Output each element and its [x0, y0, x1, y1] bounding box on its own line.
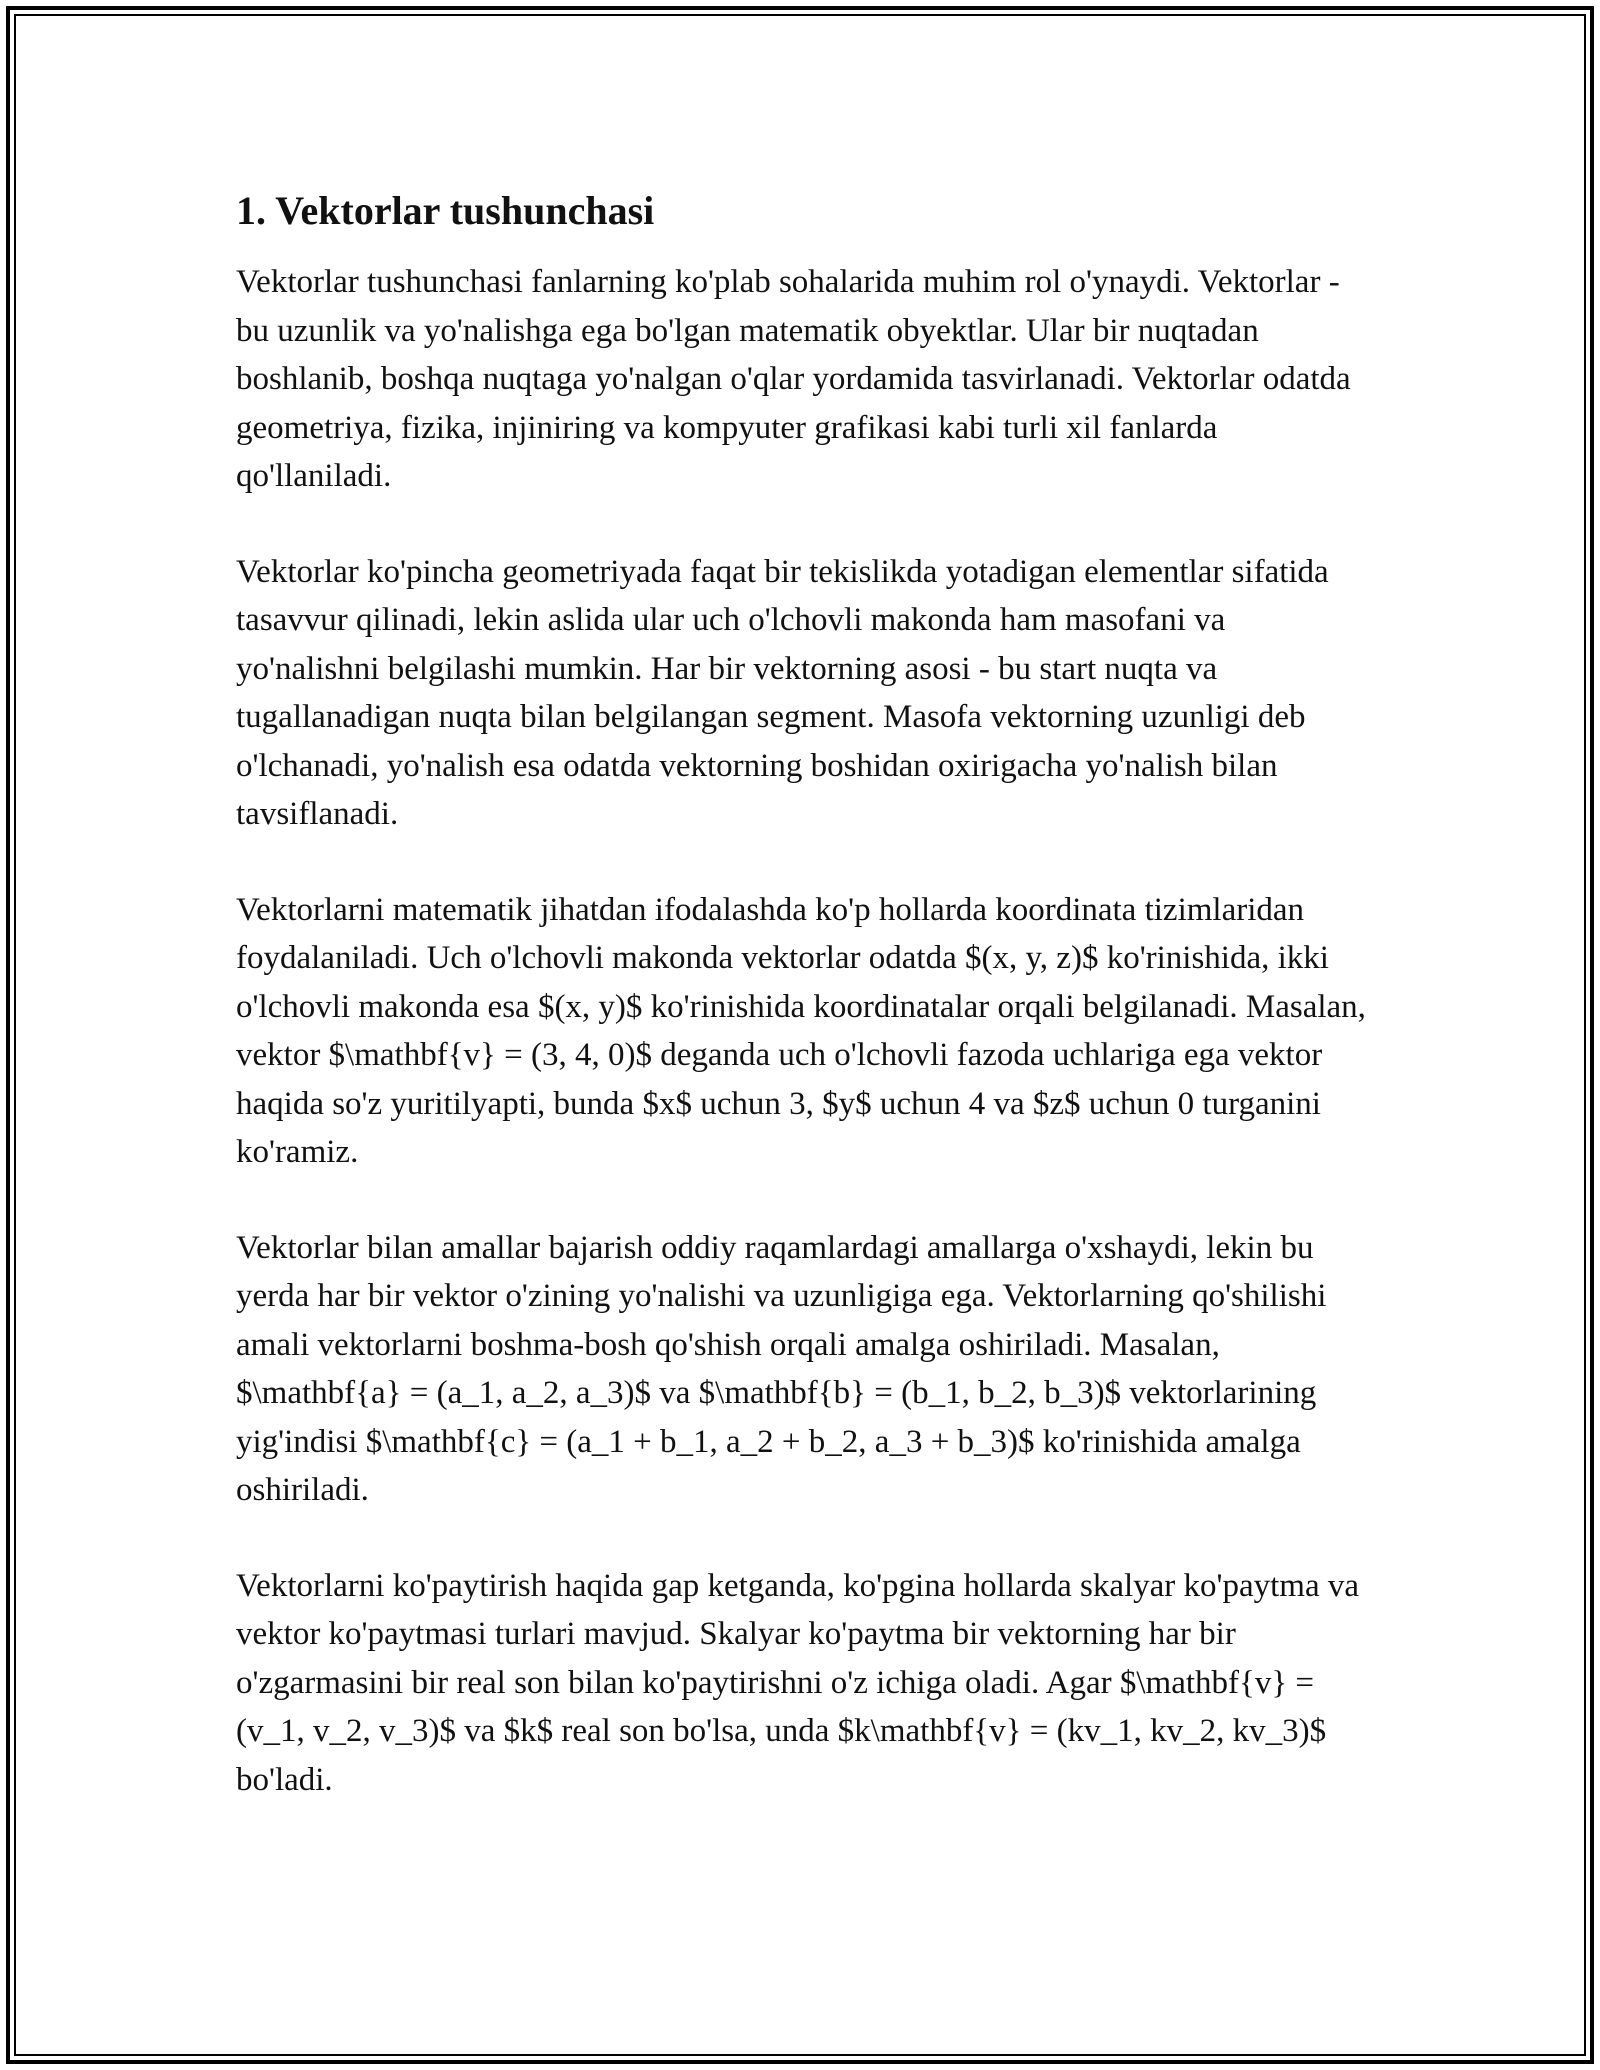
paragraph-geometry: Vektorlar ko'pincha geometriyada faqat bir tekislikda yotadigan elementlar sifatida tasavvur qilinadi, lekin aslida ular uch o'lchovli makonda ham masofani va yo'nalishni belgilashi mumkin. Har bir vektorning asosi - bu start nuqta va tugallanadigan nuqta bilan belgilangan segment. Masofa vektorning uzunligi deb o'lchanadi, yo'nalish esa odatda vektorning boshidan oxirigacha yo'nalish bilan tavsiflanadi.: [236, 553, 1329, 832]
paragraph-addition: Vektorlar bilan amallar bajarish oddiy raqamlardagi amallarga o'xshaydi, lekin bu yerda har bir vektor o'zining yo'nalishi va uzunligiga ega. Vektorlarning qo'shilishi amali vektorlarni boshma-bosh qo'shish orqali amalga oshiriladi. Masalan, $\mathbf{a} = (a_1, a_2, a_3)$ va $\mathbf{b} = (b_1, b_2, b_3)$ vektorlarining yig'indisi $\mathbf{c} = (a_1 + b_1, a_2 + b_2, a_3 + b_3)$ ko'rinishida amalga oshiriladi.: [236, 1229, 1327, 1508]
paragraph-multiplication: Vektorlarni ko'paytirish haqida gap ketganda, ko'pgina hollarda skalyar ko'paytma va vektor ko'paytmasi turlari mavjud. Skalyar ko'paytma bir vektorning har bir o'zgarmasini bir real son bilan ko'paytirishni o'z ichiga oladi. Agar $\mathbf{v} = (v_1, v_2, v_3)$ va $k$ real son bo'lsa, unda $k\mathbf{v} = (kv_1, kv_2, kv_3)$ bo'ladi.: [236, 1567, 1359, 1798]
paragraph-intro: Vektorlar tushunchasi fanlarning ko'plab sohalarida muhim rol o'ynaydi. Vektorlar - bu uzunlik va yo'nalishga ega bo'lgan matematik obyektlar. Ular bir nuqtadan boshlanib, boshqa nuqtaga yo'nalgan o'qlar yordamida tasvirlanadi. Vektorlar odatda geometriya, fizika, injiniring va kompyuter grafikasi kabi turli xil fanlarda qo'llaniladi.: [236, 264, 1351, 494]
section-heading: 1. Vektorlar tushunchasi: [236, 188, 655, 233]
document-body: [236, 186, 1376, 1804]
paragraph-coordinates: Vektorlarni matematik jihatdan ifodalashda ko'p hollarda koordinata tizimlaridan foydalaniladi. Uch o'lchovli makonda vektorlar odatda $(x, y, z)$ ko'rinishida, ikki o'lchovli makonda esa $(x, y)$ ko'rinishida koordinatalar orqali belgilanadi. Masalan, vektor $\mathbf{v} = (3, 4, 0)$ deganda uch o'lchovli fazoda uchlariga ega vektor haqida so'z yuritilyapti, bunda $x$ uchun 3, $y$ uchun 4 va $z$ uchun 0 turganini ko'ramiz.: [236, 891, 1366, 1170]
